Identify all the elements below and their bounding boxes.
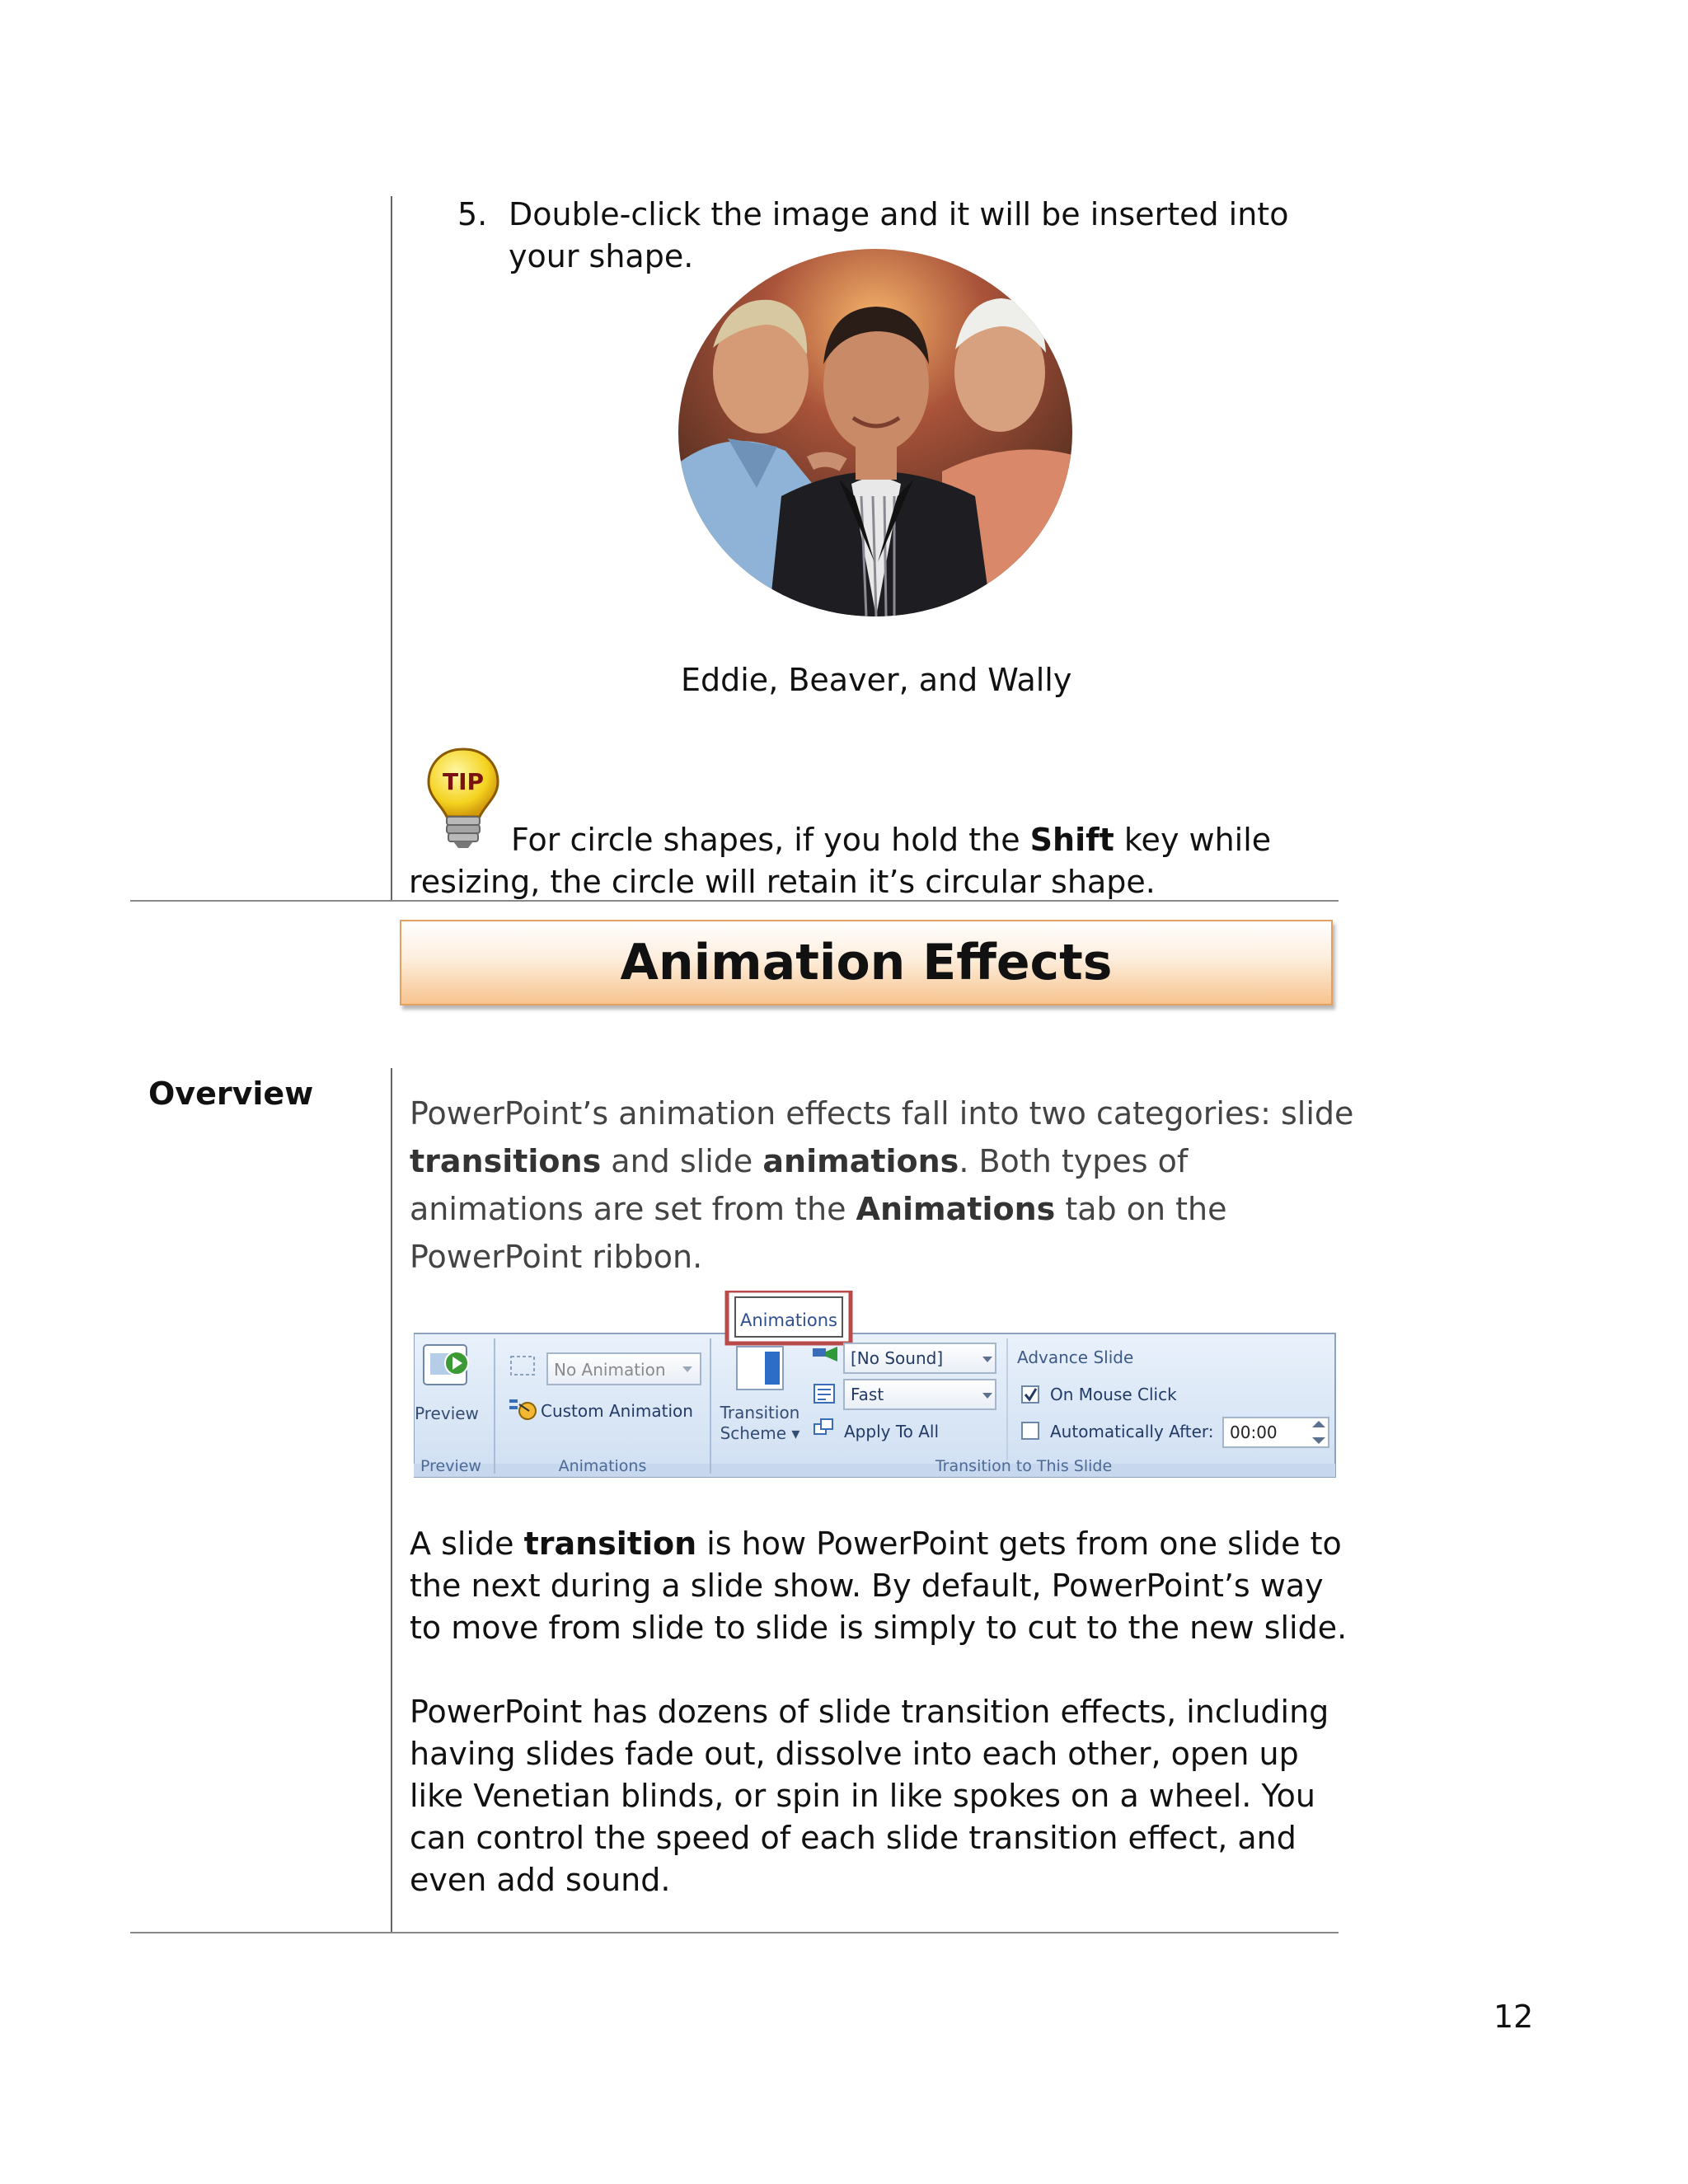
time-input-value: 00:00 <box>1230 1422 1278 1442</box>
column-divider-bottom <box>391 1068 392 1933</box>
tip-text-after: key while resizing, the circle will retain it’s circular shape. <box>409 822 1272 900</box>
section-title: Animation Effects <box>620 934 1113 991</box>
overview-paragraph-2 <box>410 1523 1357 1649</box>
para1-bold-animations: animations <box>762 1143 959 1179</box>
tip-bold-shift: Shift <box>1029 822 1114 858</box>
animations-group-label: Animations <box>558 1457 647 1475</box>
speed-select-value: Fast <box>851 1385 884 1404</box>
para1-text-4: tab on the PowerPoint ribbon. <box>410 1191 1227 1275</box>
overview-paragraph-3: PowerPoint has dozens of slide transition effects, including having slides fade out, dissolve into each other, open up like Venetian blinds, or spin in like spokes on a wheel. You can control the speed of each slide transition effect, and even add sound. <box>410 1694 1329 1898</box>
transition-scheme-icon[interactable] <box>737 1347 783 1390</box>
circular-photo <box>678 249 1072 616</box>
para2-text-2: is how PowerPoint gets from one slide to the next during a slide show. By default, PowerPoint’s way to move from slide to slide is simply to cut to the new slide. <box>410 1526 1348 1646</box>
page-number: 12 <box>1493 1999 1534 2035</box>
transition-scheme-label-1[interactable]: Transition <box>720 1403 800 1422</box>
tip-icon-label: TIP <box>442 768 485 795</box>
animation-select-value: No Animation <box>554 1360 666 1380</box>
preview-button-label[interactable]: Preview <box>415 1404 479 1423</box>
automatically-after-checkbox[interactable] <box>1022 1422 1039 1439</box>
speed-icon <box>814 1385 834 1403</box>
tip-text-before: For circle shapes, if you hold the <box>511 822 1030 858</box>
animations-ribbon-screenshot <box>414 1291 1337 1479</box>
para2-text-1: A slide <box>410 1526 524 1562</box>
para2-bold-transition: transition <box>523 1526 697 1562</box>
section-title-banner <box>400 920 1333 1005</box>
column-divider-top <box>391 196 392 900</box>
step-number: 5. <box>457 196 488 232</box>
overview-label: Overview <box>148 1076 314 1112</box>
transition-group-label: Transition to This Slide <box>935 1457 1113 1475</box>
advance-slide-label: Advance Slide <box>1017 1347 1134 1367</box>
para1-text-1: PowerPoint’s animation effects fall into two categories: slide <box>410 1095 1354 1132</box>
automatically-after-label: Automatically After: <box>1050 1422 1214 1441</box>
animations-tab-label: Animations <box>739 1310 838 1330</box>
para1-text-3: . Both types of animations are set from the <box>410 1143 1189 1227</box>
para1-bold-transitions: transitions <box>410 1143 602 1179</box>
para1-text-2: and slide <box>601 1143 763 1179</box>
on-mouse-click-label: On Mouse Click <box>1050 1385 1177 1404</box>
tip-text <box>409 819 1348 903</box>
para1-bold-animations-tab: Animations <box>856 1191 1056 1227</box>
apply-to-all-button[interactable]: Apply To All <box>844 1422 940 1441</box>
overview-paragraph-1 <box>410 1090 1357 1281</box>
photo-caption: Eddie, Beaver, and Wally <box>681 662 1072 698</box>
custom-animation-button[interactable]: Custom Animation <box>541 1401 693 1421</box>
preview-group-label: Preview <box>420 1457 481 1475</box>
step-text: Double-click the image and it will be inserted into your shape. <box>509 196 1289 274</box>
preview-icon[interactable] <box>424 1345 468 1385</box>
sound-select-value: [No Sound] <box>851 1348 944 1368</box>
transition-scheme-label-2[interactable]: Scheme ▾ <box>720 1423 800 1443</box>
photo-image <box>678 249 1072 616</box>
section-divider-bottom <box>130 1932 1339 1933</box>
